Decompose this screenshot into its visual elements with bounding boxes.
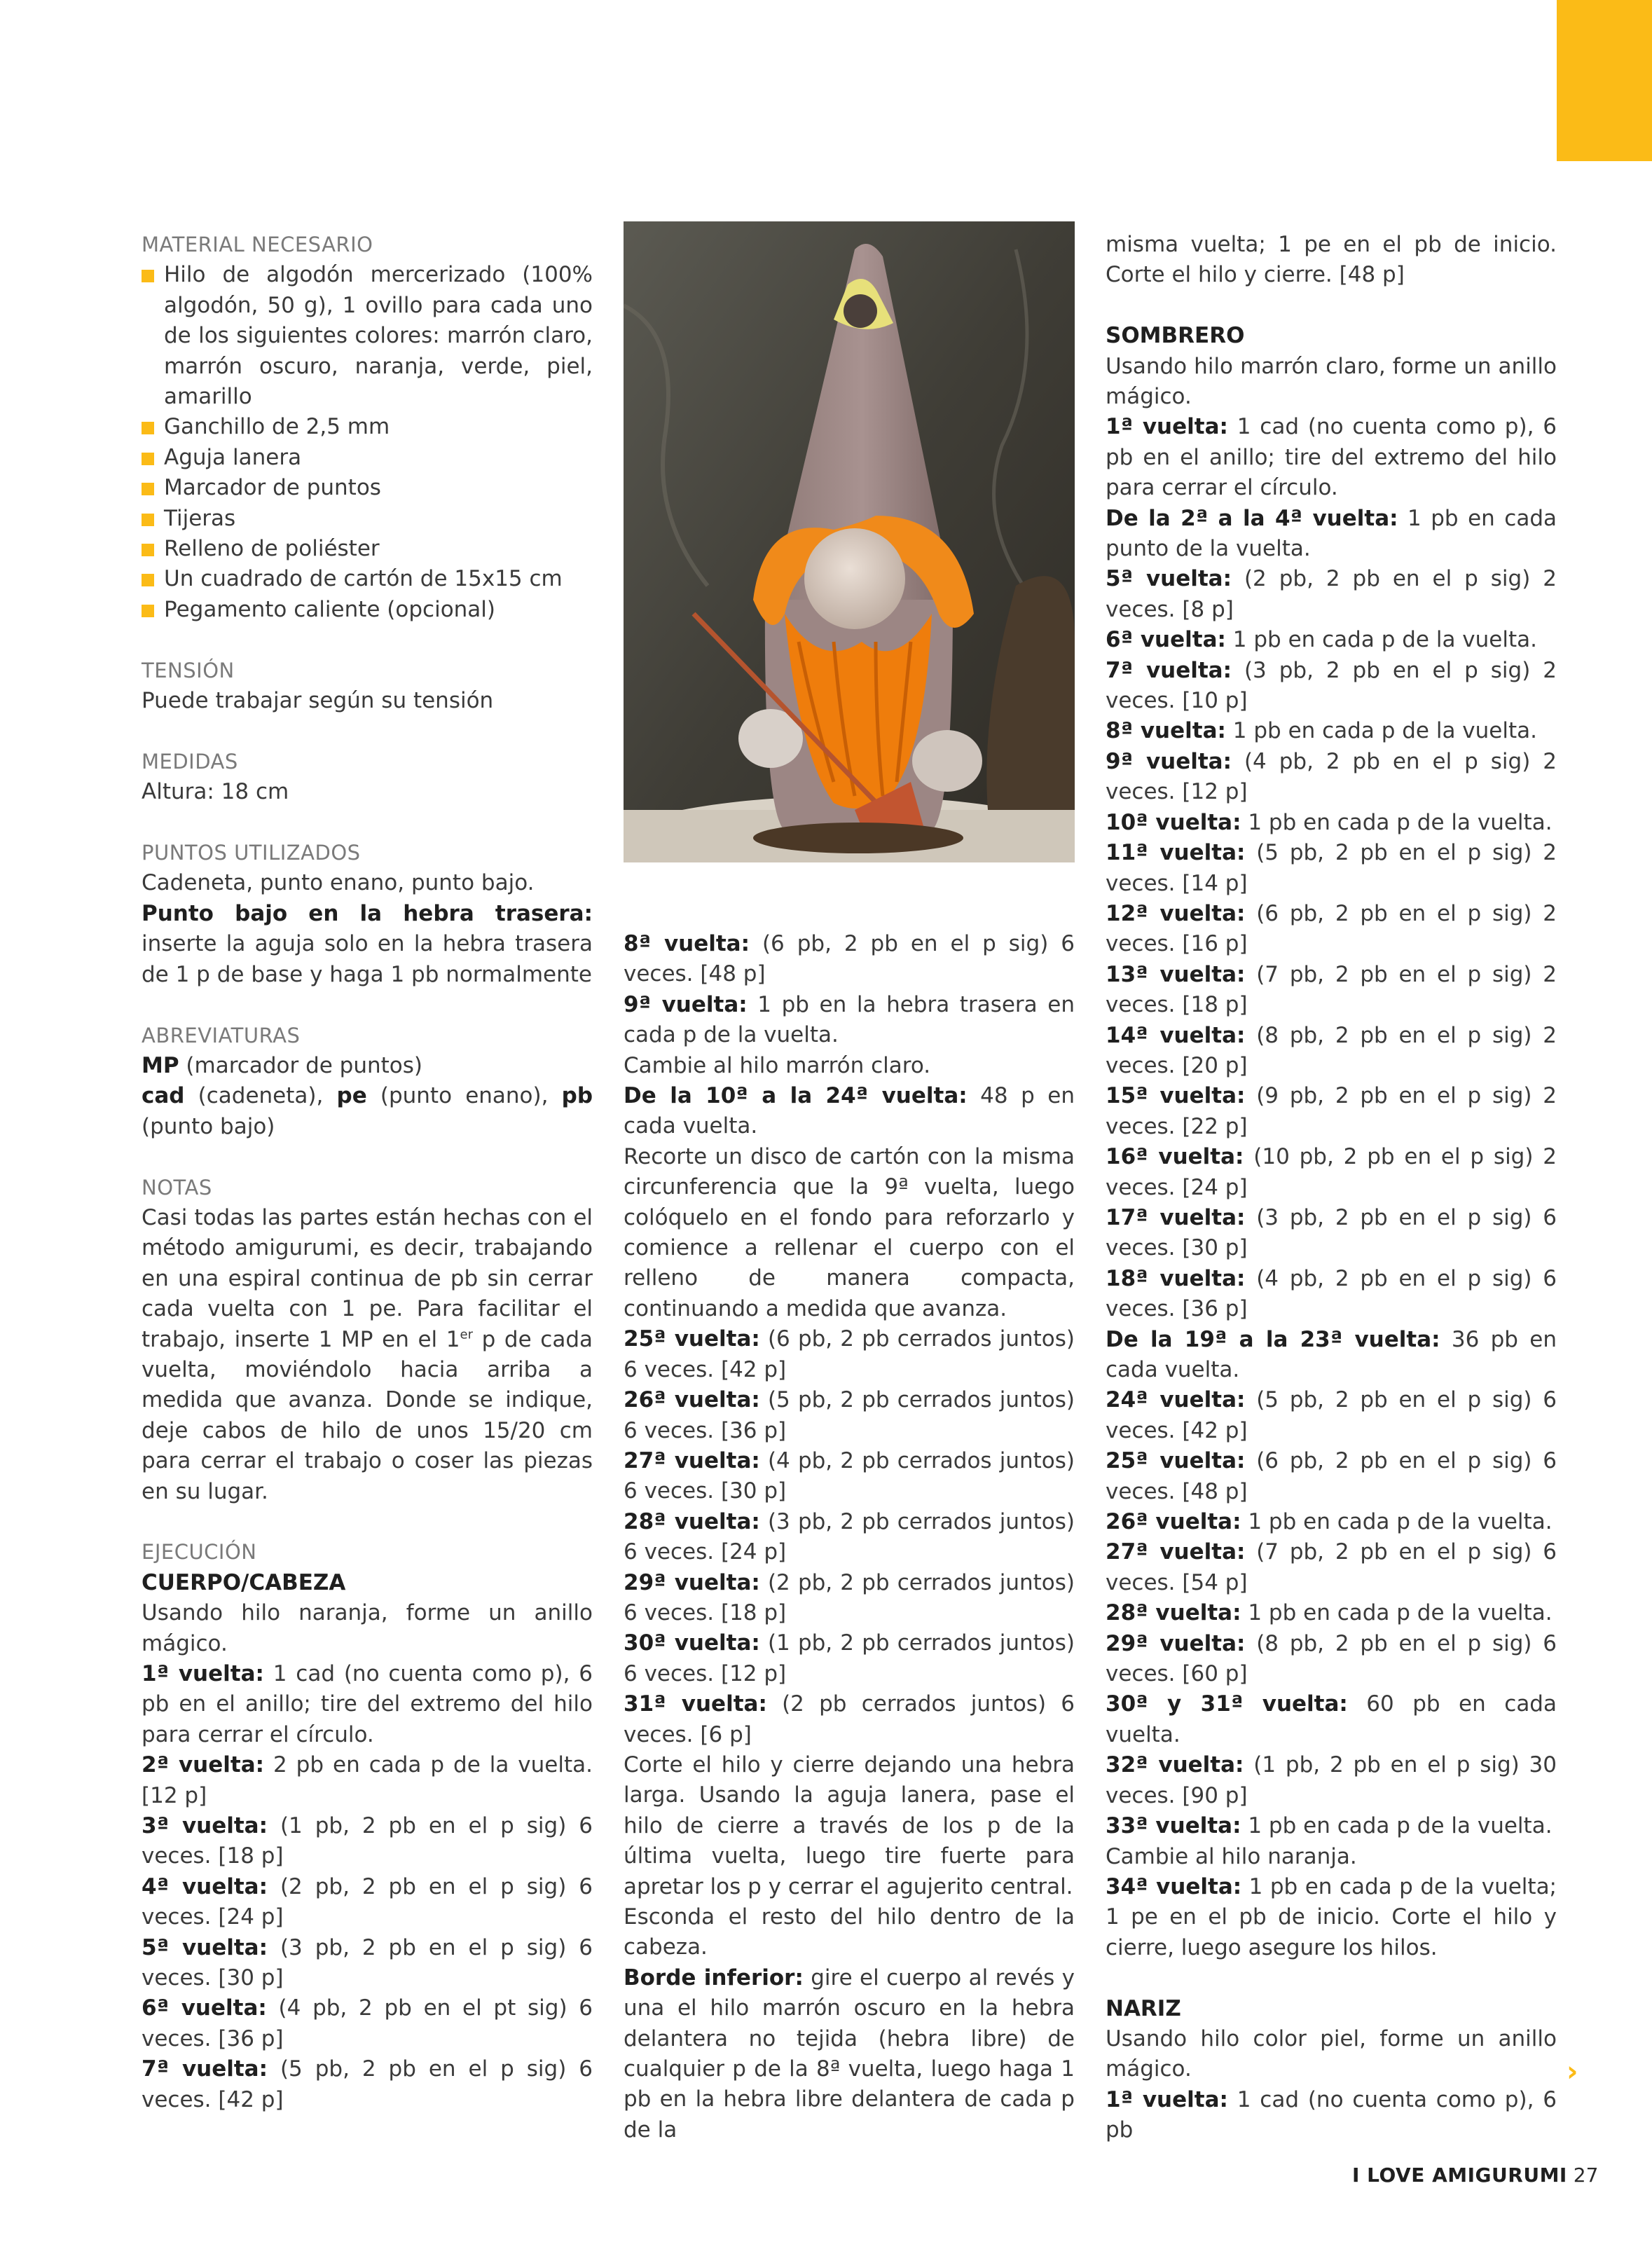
row-label: 2ª vuelta: (142, 1752, 265, 1778)
row-text: 1 pb en cada p de la vuelta. (1225, 718, 1537, 744)
recorte-paragraph: Recorte un disco de cartón con la misma circunferencia que la 9ª vuelta, luego colóquelo en el fondo para reforzarlo y comience a rellenar el cuerpo con el relleno de manera compacta, continuando a medida que avanza. (624, 1143, 1075, 1321)
instruction-row (624, 1568, 1075, 1629)
row-label: 8ª vuelta: (624, 931, 750, 956)
change-color-note: Cambie al hilo marrón claro. (624, 1052, 931, 1078)
row-text: (6 pb, 2 pb en el p sig) 2 veces. [16 p] (1106, 900, 1557, 957)
row-label: 8ª vuelta: (1106, 718, 1226, 744)
row-label: 30ª vuelta: (624, 1630, 760, 1656)
instruction-row (1106, 656, 1557, 717)
row-text: (2 pb, 2 pb en el p sig) 2 veces. [8 p] (1106, 566, 1557, 622)
instruction-row (624, 1689, 1075, 1750)
row-text: 1 pb en cada p de la vuelta. (1241, 809, 1553, 835)
instruction-row (142, 1993, 593, 2054)
instruction-row (624, 990, 1075, 1051)
instruction-row (1106, 1203, 1557, 1264)
material-list (142, 260, 593, 625)
row-text: 1 pb en cada punto de la vuelta. (1106, 505, 1557, 562)
row-text: (2 pb cerrados juntos) 6 veces. [6 p] (624, 1691, 1075, 1747)
row-label: 26ª vuelta: (624, 1387, 760, 1413)
row-text: (6 pb, 2 pb en el p sig) 6 veces. [48 p] (624, 931, 1075, 987)
row-label: De la 10ª a la 24ª vuelta: (624, 1083, 968, 1109)
instruction-row (1106, 1598, 1557, 1628)
material-item: Tijeras (142, 504, 593, 534)
abrev-cad-label: cad (142, 1083, 185, 1109)
row-text: 1 pb en cada p de la vuelta. (1241, 1509, 1553, 1535)
row-label: 5ª vuelta: (1106, 566, 1232, 592)
continue-arrow-icon: › (1567, 2056, 1578, 2088)
nariz-row-text: 1 cad (no cuenta como p), 6 pb (1106, 2086, 1557, 2143)
instruction-row (1106, 1081, 1557, 1142)
notas-text (142, 1203, 593, 1507)
row-text: 1 cad (no cuenta como p), 6 pb en el anillo; tire del extremo del hilo para cerrar el círculo. (142, 1661, 593, 1747)
material-item: Pegamento caliente (opcional) (142, 595, 593, 625)
abrev-mp-label: MP (142, 1052, 179, 1078)
row-label: 31ª vuelta: (624, 1691, 767, 1717)
row-label: 29ª vuelta: (1106, 1630, 1246, 1656)
row-label: 13ª vuelta: (1106, 961, 1246, 987)
cuerpo-rows-continued (624, 929, 1075, 1051)
instruction-row (1106, 899, 1557, 960)
page-footer (1352, 2164, 1598, 2187)
instruction-row (1106, 960, 1557, 1021)
pbht-text: inserte la aguja solo en la hebra trasera de 1 p de base y haga 1 pb normalmente (142, 931, 593, 987)
row-text: (3 pb, 2 pb en el p sig) 6 veces. [30 p] (142, 1934, 593, 1991)
material-item: Marcador de puntos (142, 473, 593, 503)
footer-brand: I LOVE AMIGURUMI (1352, 2164, 1567, 2187)
row-text: (5 pb, 2 pb en el p sig) 6 veces. [42 p] (1106, 1387, 1557, 1443)
instruction-row (1106, 1537, 1557, 1598)
instruction-row (1106, 1689, 1557, 1750)
subheading-sombrero: SOMBRERO (1106, 323, 1245, 349)
row-text: 60 pb en cada vuelta. (1106, 1691, 1557, 1747)
sombrero-intro: Usando hilo marrón claro, forme un anillo mágico. (1106, 353, 1557, 410)
borde-paragraph (624, 1963, 1075, 2145)
row-34-text: 1 pb en cada p de la vuelta; 1 pe en el pb de inicio. Corte el hilo y cierre, luego asegure los hilos. (1106, 1873, 1557, 1960)
row-label: 27ª vuelta: (624, 1447, 760, 1473)
row-text: (1 pb, 2 pb en el p sig) 6 veces. [18 p] (142, 1813, 593, 1869)
cuerpo-rows-10-24 (624, 1081, 1075, 1142)
tension-text: Puede trabajar según su tensión (142, 688, 494, 714)
cuerpo-rows-decrease (624, 1324, 1075, 1750)
nariz-intro: Usando hilo color piel, forme un anillo mágico. (1106, 2026, 1557, 2082)
instruction-row (1106, 1811, 1557, 1841)
instruction-row (1106, 1507, 1557, 1537)
borde-text: gire el cuerpo al revés y una el hilo marrón oscuro en la hebra delantera no tejida (hebra libre) de cualquier p de la 8ª vuelta, luego haga 1 pb en la hebra libre delantera de cada p de la (624, 1965, 1075, 2143)
instruction-row (624, 1324, 1075, 1385)
row-label: 7ª vuelta: (1106, 657, 1232, 683)
instruction-row (624, 1628, 1075, 1689)
row-label: 25ª vuelta: (1106, 1448, 1246, 1474)
row-label: 30ª y 31ª vuelta: (1106, 1691, 1348, 1717)
row-text: (4 pb, 2 pb en el pt sig) 6 veces. [36 p] (142, 1995, 593, 2051)
row-text: (10 pb, 2 pb en el p sig) 2 veces. [24 p] (1106, 1144, 1557, 1200)
row-label: 1ª vuelta: (142, 1661, 264, 1686)
material-item: Ganchillo de 2,5 mm (142, 412, 593, 442)
instruction-row (1106, 838, 1557, 899)
instruction-row (1106, 1629, 1557, 1690)
row-text: 36 pb en cada vuelta. (1106, 1326, 1557, 1383)
row-label: 10ª vuelta: (1106, 809, 1241, 835)
instruction-row (1106, 1446, 1557, 1507)
instruction-row (624, 1385, 1075, 1446)
material-item: Aguja lanera (142, 443, 593, 473)
row-label: 3ª vuelta: (142, 1813, 268, 1839)
row-label: De la 2ª a la 4ª vuelta: (1106, 505, 1398, 531)
row-text: (8 pb, 2 pb en el p sig) 2 veces. [20 p] (1106, 1022, 1557, 1078)
row-text: (6 pb, 2 pb cerrados juntos) 6 veces. [42 p] (624, 1326, 1075, 1382)
instruction-row (1106, 504, 1557, 565)
row-label: 14ª vuelta: (1106, 1022, 1246, 1048)
instruction-row (1106, 1385, 1557, 1446)
instruction-row (1106, 1325, 1557, 1386)
abrev-pb-text: (punto bajo) (142, 1113, 275, 1139)
column-2 (624, 929, 1075, 2145)
section-heading-material: MATERIAL NECESARIO (142, 233, 373, 256)
section-heading-notas: NOTAS (142, 1175, 212, 1199)
row-label: De la 19ª a la 23ª vuelta: (1106, 1326, 1440, 1352)
pbht-label: Punto bajo en la hebra trasera: (142, 900, 593, 926)
instruction-row (1106, 1750, 1557, 1811)
row-label: 1ª vuelta: (1106, 414, 1228, 440)
row-text: 1 cad (no cuenta como p), 6 pb en el anillo; tire del extremo del hilo para cerrar el círculo. (1106, 414, 1557, 501)
abrev-pb-label: pb (561, 1083, 593, 1109)
row-text: (1 pb, 2 pb en el p sig) 30 veces. [90 p] (1106, 1752, 1557, 1808)
corte-paragraph: Corte el hilo y cierre dejando una hebra larga. Usando la aguja lanera, pase el hilo de cierre a través de los p de la última vuelta, luego tire fuerte para apretar los p y cerrar el agujerito central. (624, 1752, 1075, 1899)
section-heading-puntos: PUNTOS UTILIZADOS (142, 841, 361, 865)
row-label: 6ª vuelta: (142, 1995, 267, 2021)
instruction-row (1106, 1264, 1557, 1325)
row-text: (4 pb, 2 pb cerrados juntos) 6 veces. [30 p] (624, 1447, 1075, 1504)
page-number: 27 (1573, 2164, 1599, 2187)
row-label: 27ª vuelta: (1106, 1539, 1246, 1565)
instruction-row (624, 1081, 1075, 1142)
row-label: 28ª vuelta: (624, 1508, 760, 1534)
row-label: 29ª vuelta: (624, 1569, 760, 1595)
nariz-row-label: 1ª vuelta: (1106, 2086, 1228, 2112)
row-text: (5 pb, 2 pb cerrados juntos) 6 veces. [36 p] (624, 1387, 1075, 1443)
row-text: (5 pb, 2 pb en el p sig) 2 veces. [14 p] (1106, 840, 1557, 896)
row-text: (2 pb, 2 pb cerrados juntos) 6 veces. [18 p] (624, 1569, 1075, 1625)
row-label: 24ª vuelta: (1106, 1387, 1246, 1413)
row-text: (7 pb, 2 pb en el p sig) 6 veces. [54 p] (1106, 1539, 1557, 1595)
gnome-photo (624, 221, 1075, 862)
notas-superscript: er (460, 1327, 473, 1342)
abrev-pe-text: (punto enano), (366, 1083, 562, 1109)
material-item: Hilo de algodón mercerizado (100% algodón, 50 g), 1 ovillo para cada uno de los siguientes colores: marrón claro, marrón oscuro, naranja, verde, piel, amarillo (142, 260, 593, 412)
instruction-row (142, 1750, 593, 1811)
notas-text-1: Casi todas las partes están hechas con el método amigurumi, es decir, trabajando en una espiral continua de pb sin cerrar cada vuelta con 1 pe. Para facilitar el trabajo, inserte 1 MP en el 1 (142, 1204, 593, 1352)
row-text: (5 pb, 2 pb en el p sig) 6 veces. [42 p] (142, 2056, 593, 2112)
instruction-row (624, 1507, 1075, 1568)
row-text: 1 pb en cada p de la vuelta. (1241, 1813, 1553, 1839)
row-text: 2 pb en cada p de la vuelta. [12 p] (142, 1752, 593, 1808)
row-label: 15ª vuelta: (1106, 1083, 1246, 1109)
row-label: 26ª vuelta: (1106, 1509, 1241, 1535)
row-label: 17ª vuelta: (1106, 1204, 1246, 1230)
sombrero-rows (1106, 412, 1557, 1841)
row-text: 48 p en cada vuelta. (624, 1083, 1075, 1139)
instruction-row (142, 1811, 593, 1872)
instruction-row (142, 1659, 593, 1750)
instruction-row (1106, 625, 1557, 655)
cuerpo-intro: Usando hilo naranja, forme un anillo mágico. (142, 1600, 593, 1656)
row-label: 4ª vuelta: (142, 1873, 268, 1899)
row-text: (3 pb, 2 pb en el p sig) 6 veces. [30 p] (1106, 1204, 1557, 1261)
row-label: 9ª vuelta: (624, 991, 748, 1017)
abrev-pe-label: pe (336, 1083, 367, 1109)
row-label: 5ª vuelta: (142, 1934, 268, 1960)
corner-accent-tab (1557, 0, 1652, 161)
section-heading-medidas: MEDIDAS (142, 749, 238, 773)
instruction-row (142, 1872, 593, 1933)
subheading-cuerpo: CUERPO/CABEZA (142, 1569, 346, 1595)
material-item: Relleno de poliéster (142, 534, 593, 564)
esconda-paragraph: Esconda el resto del hilo dentro de la cabeza. (624, 1904, 1075, 1960)
borde-label: Borde inferior: (624, 1965, 804, 1990)
row-text: 1 pb en cada p de la vuelta. (1225, 627, 1537, 653)
instruction-row (1106, 808, 1557, 838)
abrev-others (142, 1081, 593, 1142)
row-text: (4 pb, 2 pb en el p sig) 6 veces. [36 p] (1106, 1265, 1557, 1322)
instruction-row (624, 1446, 1075, 1507)
material-item: Un cuadrado de cartón de 15x15 cm (142, 564, 593, 594)
abrev-cad-text: (cadeneta), (184, 1083, 337, 1109)
row-text: (3 pb, 2 pb en el p sig) 2 veces. [10 p] (1106, 657, 1557, 714)
column-3 (1106, 230, 1557, 2146)
row-text: (4 pb, 2 pb en el p sig) 2 veces. [12 p] (1106, 748, 1557, 805)
nariz-row-1 (1106, 2085, 1557, 2146)
notas-text-2: p de cada vuelta, moviéndolo hacia arriba a medida que avanza. Donde se indique, deje cabos de hilo de unos 15/20 cm para cerrar el trabajo o coser las piezas en su lugar. (142, 1326, 593, 1504)
row-text: 1 pb en cada p de la vuelta. (1241, 1600, 1553, 1626)
instruction-row (142, 1933, 593, 1994)
row-label: 11ª vuelta: (1106, 840, 1246, 866)
instruction-row (142, 2054, 593, 2115)
row-label: 6ª vuelta: (1106, 627, 1226, 653)
row-text: (1 pb, 2 pb cerrados juntos) 6 veces. [12 p] (624, 1630, 1075, 1686)
cuerpo-rows (142, 1659, 593, 2115)
row-text: (3 pb, 2 pb cerrados juntos) 6 veces. [24 p] (624, 1508, 1075, 1565)
instruction-row (1106, 564, 1557, 625)
pbht-paragraph (142, 899, 593, 990)
instruction-row (1106, 1142, 1557, 1203)
instruction-row (1106, 716, 1557, 746)
row-text: (2 pb, 2 pb en el p sig) 6 veces. [24 p] (142, 1873, 593, 1930)
instruction-row (624, 929, 1075, 990)
continued-text: misma vuelta; 1 pe en el pb de inicio. Corte el hilo y cierre. [48 p] (1106, 232, 1557, 288)
row-text: (9 pb, 2 pb en el p sig) 2 veces. [22 p] (1106, 1083, 1557, 1139)
row-text: (7 pb, 2 pb en el p sig) 2 veces. [18 p] (1106, 961, 1557, 1018)
instruction-row (1106, 412, 1557, 503)
instruction-row (1106, 747, 1557, 808)
row-label: 18ª vuelta: (1106, 1265, 1246, 1291)
row-text: (6 pb, 2 pb en el p sig) 6 veces. [48 p] (1106, 1448, 1557, 1504)
section-heading-ejecucion: EJECUCIÓN (142, 1540, 257, 1564)
subheading-nariz: NARIZ (1106, 1995, 1181, 2021)
row-text: 1 pb en la hebra trasera en cada p de la vuelta. (624, 991, 1075, 1048)
medidas-text: Altura: 18 cm (142, 779, 289, 805)
change-naranja-note: Cambie al hilo naranja. (1106, 1843, 1357, 1869)
row-label: 33ª vuelta: (1106, 1813, 1241, 1839)
row-label: 16ª vuelta: (1106, 1144, 1244, 1170)
row-label: 7ª vuelta: (142, 2056, 268, 2082)
row-34 (1106, 1872, 1557, 1963)
abrev-mp-text: (marcador de puntos) (179, 1052, 423, 1078)
column-1 (142, 230, 593, 2115)
section-heading-tension: TENSIÓN (142, 658, 235, 682)
abrev-mp (142, 1051, 593, 1081)
row-label: 9ª vuelta: (1106, 748, 1232, 774)
section-heading-abreviaturas: ABREVIATURAS (142, 1023, 301, 1047)
row-34-label: 34ª vuelta: (1106, 1873, 1242, 1899)
row-text: (8 pb, 2 pb en el p sig) 6 veces. [60 p] (1106, 1630, 1557, 1687)
row-label: 32ª vuelta: (1106, 1752, 1244, 1778)
row-label: 28ª vuelta: (1106, 1600, 1241, 1626)
row-label: 25ª vuelta: (624, 1326, 760, 1352)
instruction-row (1106, 1021, 1557, 1082)
row-label: 12ª vuelta: (1106, 900, 1246, 926)
puntos-text: Cadeneta, punto enano, punto bajo. (142, 870, 535, 896)
